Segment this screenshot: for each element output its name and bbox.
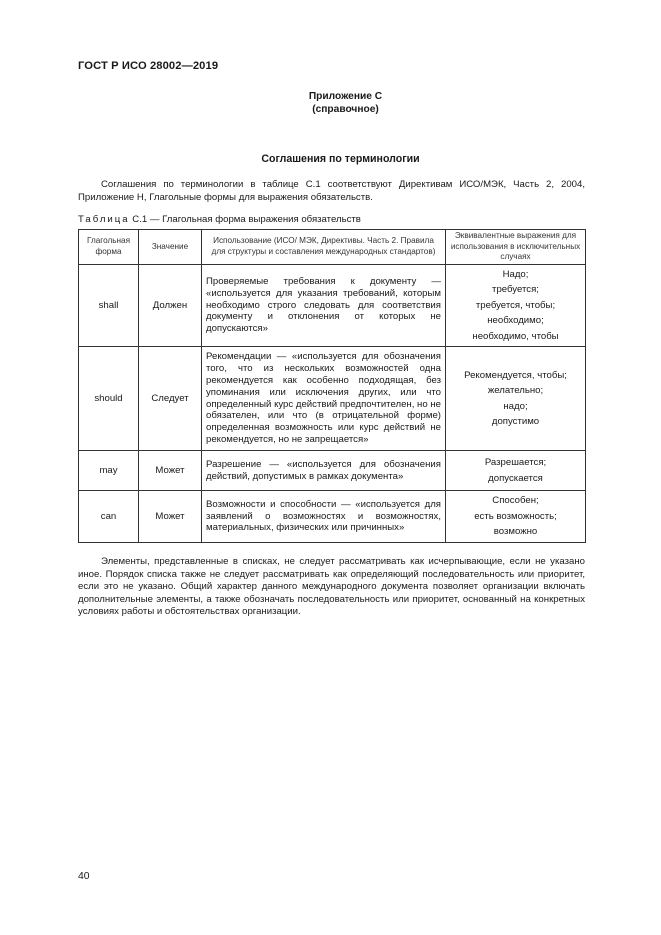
verbal-forms-table: [78, 229, 586, 543]
row-usage: Проверяемые требования к документу — «используется для указания требований, которым необходимо строго следовать для соответствия документу и отклонения от которых не допускаются»: [202, 265, 446, 347]
table-row: [79, 265, 586, 347]
equivalent-item: возможно: [493, 526, 538, 538]
header-form: Глагольная форма: [79, 230, 139, 265]
row-meaning: Может: [139, 491, 202, 543]
table-row: [79, 347, 586, 451]
annex-title: Приложение С: [308, 91, 383, 102]
closing-paragraph: [78, 556, 585, 619]
row-form: shall: [79, 265, 139, 347]
table-caption-label: Таблица: [78, 214, 130, 225]
row-meaning: Следует: [139, 347, 202, 451]
equivalent-item: надо;: [503, 400, 528, 412]
table-row: [79, 451, 586, 491]
equivalent-item: допустимо: [491, 415, 540, 427]
annex-subtitle: (справочное): [312, 104, 379, 115]
equivalent-item: требуется;: [492, 284, 539, 296]
row-usage: Разрешение — «используется для обозначения действий, допустимых в рамках документа»: [202, 451, 446, 491]
row-equivalent: [446, 265, 586, 347]
section-title: Соглашения по терминологии: [261, 153, 420, 165]
equivalent-item: Разрешается;: [484, 457, 547, 469]
equivalent-item: Рекомендуется, чтобы;: [464, 369, 567, 381]
row-meaning: Должен: [139, 265, 202, 347]
row-usage: Возможности и способности — «используется для заявлений о возможностях и возможностях, материальных, физических или причинных»: [202, 491, 446, 543]
equivalent-item: Надо;: [502, 269, 529, 280]
row-usage: Рекомендации — «используется для обозначения того, что из нескольких возможностей одна рекомендуется как особенно подходящая, без упоминания или исключения других, или что определенный курс действий предпочтителен, но не обязателен, или что (в отрицательной форме) определенная возможность или курс действий не рекомендуется, но не запрещается»: [202, 347, 446, 451]
table-caption: [78, 214, 361, 225]
header-meaning: Значение: [139, 230, 202, 265]
table-caption-text: С.1 — Глагольная форма выражения обязательств: [129, 214, 361, 225]
row-equivalent: [446, 491, 586, 543]
row-equivalent: [446, 347, 586, 451]
row-equivalent: [446, 451, 586, 491]
equivalent-item: требуется, чтобы;: [475, 299, 556, 311]
header-equivalent: Эквивалентные выражения для использования в исключительных случаях: [446, 230, 586, 265]
table-row: [79, 491, 586, 543]
intro-paragraph: Соглашения по терминологии в таблице С.1 соответствуют Директивам ИСО/МЭК, Часть 2, 2004, Приложение Н, Глагольные формы для выражения обязательств.: [78, 179, 585, 203]
row-form: can: [79, 491, 139, 543]
annex-heading: [0, 90, 661, 116]
row-meaning: Может: [139, 451, 202, 491]
row-form: should: [79, 347, 139, 451]
equivalent-item: есть возможность;: [474, 510, 557, 522]
equivalent-item: допускается: [488, 472, 543, 484]
equivalent-item: Способен;: [492, 495, 539, 507]
row-form: may: [79, 451, 139, 491]
equivalent-item: желательно;: [487, 385, 544, 397]
header-usage: Использование (ИСО/ МЭК, Директивы. Часть 2. Правила для структуры и составления международных стандартов): [202, 230, 446, 265]
document-header: ГОСТ Р ИСО 28002—2019: [78, 60, 219, 72]
equivalent-item: необходимо;: [487, 315, 544, 327]
table-header-row: [79, 230, 586, 265]
closing-text: Элементы, представленные в списках, не следует рассматривать как исчерпывающие, если не указано иное. Порядок списка также не следует рассматривать как определяющий последовательность или приоритет, если это не указано. Общий характер данного международного документа позволяет организации включать дополнительные элементы, а также обозначать последовательность или приоритет, основанный на конкретных условиях работы и обстоятельствах организации.: [78, 556, 585, 618]
equivalent-item: необходимо, чтобы: [472, 330, 559, 342]
page-number: 40: [78, 871, 90, 882]
